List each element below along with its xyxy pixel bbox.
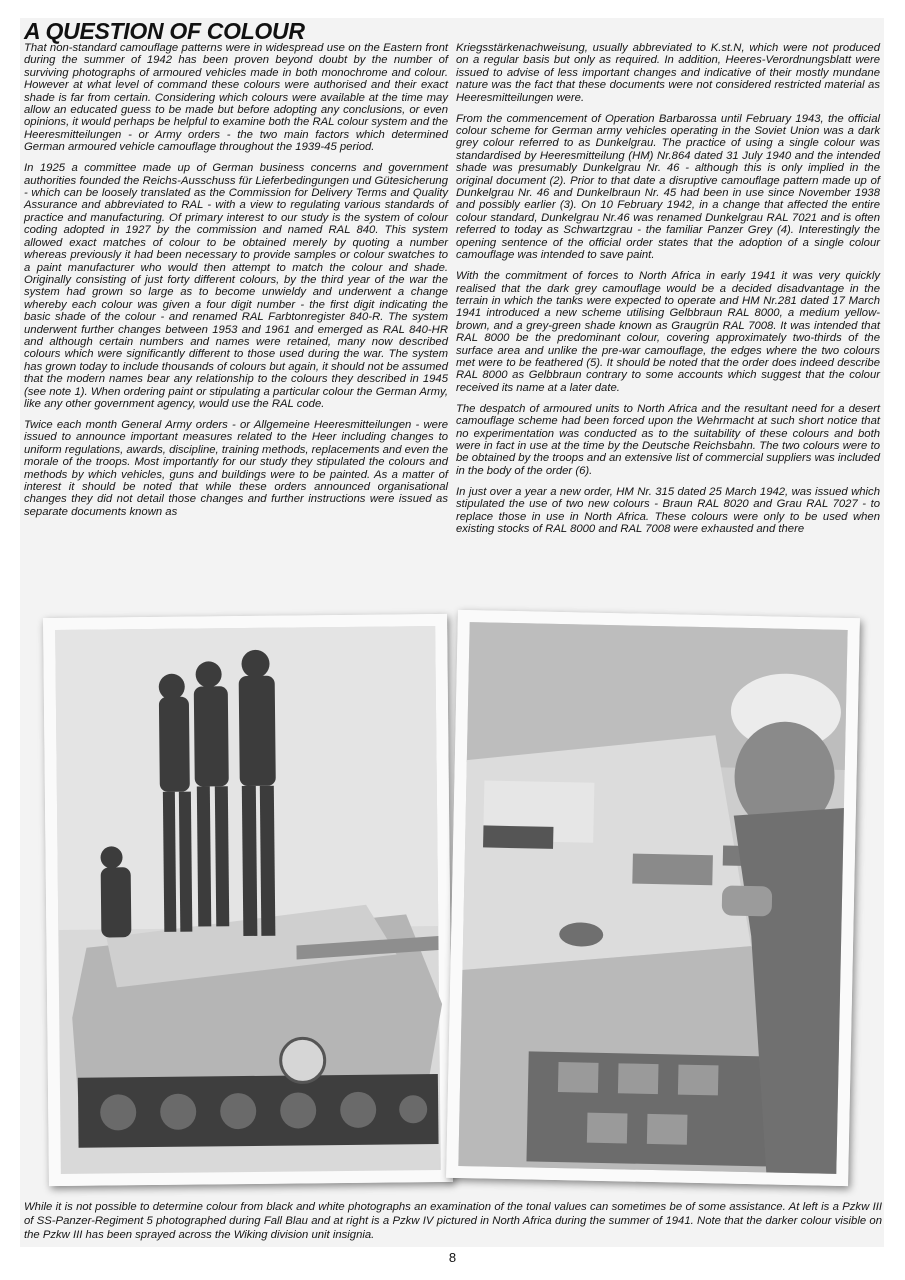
photo-pzkw-iv-image [446, 610, 860, 1186]
photo-pzkw-iii [43, 614, 453, 1186]
photo-pzkw-iii-image [43, 614, 453, 1186]
page-title: A QUESTION OF COLOUR [24, 18, 305, 44]
paragraph: The despatch of armoured units to North Africa and the resultant need for a desert camouflage scheme had been forced upon the Wehrmacht at such short notice that no experimentation was conducted as to the suitability of these colours and both were in fact in use at the time by the Deutsche Reichsbahn. The two colours were to be obtained by the troops and an extensive list of commercial suppliers was included in the body of the order (6). [456, 402, 880, 477]
paragraph: That non-standard camouflage patterns were in widespread use on the Eastern front during the summer of 1942 has been proven beyond doubt by the number of surviving photographs of armoured vehicles made in both monochrome and colour. However at what level of command these colours were authorised and their exact shade is far from certain. Considering which colours were available at the time may allow an educated guess to be made but before adopting any conclusions, or even opinions, it would perhaps be helpful to examine both the RAL colour system and the Heeresmitteilungen - or Army orders - the two main factors which determined German armoured vehicle camouflage throughout the 1939-45 period. [24, 42, 448, 154]
paragraph: With the commitment of forces to North Africa in early 1941 it was very quickly realised that the dark grey camouflage would be a decided disadvantage in the terrain in which the tanks were expected to operate and HM Nr.281 dated 17 March 1941 introduced a new scheme utilising Gelbbraun RAL 8000, a medium yellow-brown, and a grey-green shade known as Graugrün RAL 7008. It was intended that RAL 8000 be the predominant colour, covering approximately two-thirds of the surface area and unlike the pre-war camouflage, the edges where the two colours met were to be feathered (5). It should be noted that the order does indeed describe RAL 8000 as Gelbbraun contrary to some accounts which suggest that the colour received its name at a later date. [456, 270, 880, 394]
page-number: 8 [448, 1250, 457, 1265]
paragraph: In just over a year a new order, HM Nr. 315 dated 25 March 1942, was issued which stipulated the use of two new colours - Braun RAL 8020 and Grau RAL 7027 - to replace those in use in North Africa. These colours were only to be used when existing stocks of RAL 8000 and RAL 7008 were exhausted and there [456, 485, 880, 535]
paragraph: Kriegsstärkenachweisung, usually abbreviated to K.st.N, which were not produced on a regular basis but only as required. In addition, Heeres-Verordnungsblatt were issued to advise of less important changes and indicative of their mostly mundane nature was the fact that these documents were not considered restricted material as Heeresmitteilungen were. [456, 42, 880, 104]
photo-caption: While it is not possible to determine colour from black and white photographs an examination of the tonal values can sometimes be of some assistance. At left is a Pzkw III of SS-Panzer-Regiment 5 photographed during Fall Blau and at right is a Pzkw IV pictured in North Africa during the summer of 1941. Note that the darker colour visible on the Pzkw III has been sprayed across the Wiking division unit insignia. [24, 1201, 882, 1241]
paragraph: From the commencement of Operation Barbarossa until February 1943, the official colour scheme for German army vehicles operating in the Soviet Union was a dark grey colour referred to as Dunkelgrau. The practice of using a single colour was standardised by Heeresmitteilung (HM) Nr.864 dated 31 July 1940 and the intended shade was presumably Dunkelgrau Nr. 46 - although this is only implied in the original document (2). Prior to that date a disruptive camouflage pattern made up of Dunkelgrau Nr. 46 and Dunkelbraun Nr. 45 had been in use since November 1938 and possibly earlier (3). On 10 February 1942, in a change that affected the entire colour standard, Dunkelgrau Nr.46 was renamed Dunkelgrau RAL 7021 and is often referred to today as Schwartzgrau - the familiar Panzer Grey (4). Interestingly the opening sentence of the official order states that the adoption of a single colour camouflage was intended to save paint. [456, 112, 880, 262]
photo-pzkw-iv [446, 610, 860, 1186]
left-column [24, 42, 448, 527]
paragraph: Twice each month General Army orders - or Allgemeine Heeresmitteilungen - were issued to announce important measures related to the Heer including changes to uniform regulations, awards, discipline, training methods, replacements and even the morale of the troops. Most importantly for our study they stipulated the colours and methods by which vehicles, guns and buildings were to be painted. As a matter of interest it should be noted that while these orders announced organisational changes they did not detail those changes and further instructions were issued as separate documents known as [24, 418, 448, 518]
paragraph: In 1925 a committee made up of German business concerns and government authorities founded the Reichs-Ausschuss für Lieferbedingungen und Gütesicherung - which can be loosely translated as the Commission for Delivery Terms and Quality Assurance and abbreviated to RAL - with a view to regulating various standards of practice and manufacturing. Of primary interest to our study is the system of colour coding adopted in 1927 by the commission and named RAL 840. This system allowed exact matches of colour to be obtained merely by quoting a number whereas previously it had been necessary to provide samples or colour swatches to a paint manufacturer who would then attempt to match the colour and shade. Originally consisting of just forty different colours, by the third year of the war the system had grown so large as to become unwieldy and underwent a change whereby each colour was given a four digit number - the first digit indicating the basic shade of the colour - and renamed RAL Farbtonregister 840-R. The system underwent further changes between 1953 and 1961 and emerged as RAL 840-HR and although certain numbers and names were retained, many now described colours which were significantly different to those used during the war. The system has grown today to include thousands of colours but again, it should not be assumed that the modern names bear any relationship to the colours they described in 1945 (see note 1). When ordering paint or stipulating a particular colour the German Army, like any other government agency, would use the RAL code. [24, 162, 448, 410]
right-column [456, 42, 880, 544]
